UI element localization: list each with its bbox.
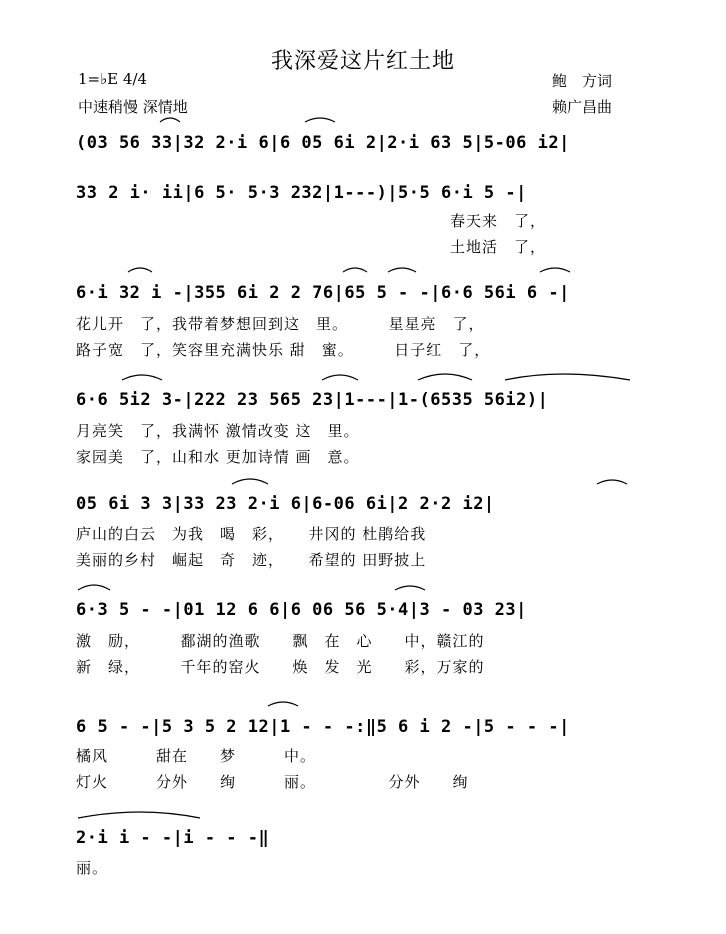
composer-credit: 赖广昌曲	[552, 98, 613, 116]
slur	[78, 812, 200, 818]
notation-row-6: 6·3 5 - -|01 12 6 6|6 06 56 5·4|3 - 03 23|	[76, 600, 527, 620]
slur	[343, 268, 367, 272]
slur	[418, 374, 472, 380]
slur	[395, 586, 425, 590]
notation-row-3: 6·i 32 i -|355 6i 2 2 76|65 5 - -|6·6 56i 6 -|	[76, 283, 570, 303]
lyric-row-5-verse-2: 美丽的乡村 崛起 奇 迹， 希望的 田野披上	[76, 551, 427, 569]
slur	[322, 375, 358, 380]
lyric-row-3-verse-2: 路子宽 了，笑容里充满快乐 甜 蜜。 日子红 了，	[76, 341, 491, 359]
lyric-row-3-verse-1: 花儿开 了，我带着梦想回到这 里。 星星亮 了，	[76, 315, 485, 333]
slur	[505, 374, 630, 380]
lyric-row-4-verse-2: 家园美 了，山和水 更加诗情 画 意。	[76, 448, 360, 466]
lyric-row-4-verse-1: 月亮笑 了，我满怀 激情改变 这 里。	[76, 422, 360, 440]
slur	[122, 375, 162, 380]
slur	[268, 702, 298, 706]
notation-row-4: 6·6 5i2 3-|222 23 565 23|1---|1-(6535 56i2)|	[76, 390, 549, 410]
lyric-row-2-verse-2: 土地活 了，	[450, 238, 547, 256]
lyric-row-7-verse-1: 橘风 甜在 梦 中。	[76, 747, 317, 765]
notation-row-2: 33 2 i· ii|6 5· 5·3 232|1---)|5·5 6·i 5 -|	[76, 183, 527, 203]
tempo-marking: 中速稍慢 深情地	[78, 98, 188, 116]
lyricist-credit: 鲍 方词	[552, 72, 613, 90]
slur	[160, 118, 180, 122]
notation-row-8: 2·i i - -|i - - -‖	[76, 828, 270, 848]
slur	[597, 480, 627, 484]
slur	[78, 585, 110, 590]
lyric-row-2-verse-1: 春天来 了，	[450, 212, 547, 230]
lyric-row-8-verse-1: 丽。	[76, 859, 109, 877]
lyric-row-7-verse-2: 灯火 分外 绚 丽。 分外 绚	[76, 773, 469, 791]
notation-row-1: (03 56 33|32 2·i 6|6 05 6i 2|2·i 63 5|5-06 i2|	[76, 133, 570, 153]
lyric-row-5-verse-1: 庐山的白云 为我 喝 彩， 井冈的 杜鹃给我	[76, 525, 427, 543]
notation-row-5: 05 6i 3 3|33 23 2·i 6|6-06 6i|2 2·2 i2|	[76, 494, 495, 514]
slur	[388, 268, 416, 272]
notation-row-7: 6 5 - -|5 3 5 2 12|1 - - -:‖5 6 i 2 -|5 - - -|	[76, 717, 570, 737]
slur	[540, 268, 570, 272]
slur	[305, 118, 335, 122]
key-signature: 1=♭E 4/4	[78, 70, 148, 88]
song-title: 我深爱这片红土地	[270, 49, 455, 74]
slur	[128, 268, 152, 272]
lyric-row-6-verse-1: 激 励， 鄱湖的渔歌 飘 在 心 中，赣江的	[76, 632, 485, 650]
lyric-row-6-verse-2: 新 绿， 千年的窑火 焕 发 光 彩，万家的	[76, 658, 485, 676]
slur	[232, 479, 268, 484]
